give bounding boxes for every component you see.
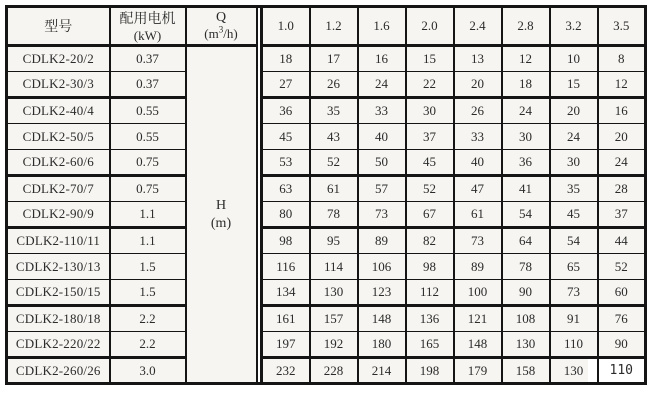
table-header-row bbox=[7, 7, 646, 46]
head-value-cell: 13 bbox=[454, 46, 502, 72]
model-column-header: 型号 bbox=[7, 7, 110, 46]
flow-rate-header: 3.5 bbox=[598, 7, 646, 46]
head-value-cell: 24 bbox=[550, 124, 598, 150]
head-value-cell: 116 bbox=[262, 254, 310, 280]
head-value-cell: 63 bbox=[262, 176, 310, 202]
motor-power-cell: 0.37 bbox=[110, 46, 186, 72]
head-value-cell: 17 bbox=[310, 46, 358, 72]
flow-rate-header: 1.6 bbox=[358, 7, 406, 46]
model-cell: CDLK2-30/3 bbox=[7, 72, 110, 98]
motor-power-cell: 0.75 bbox=[110, 176, 186, 202]
head-value-cell: 37 bbox=[598, 202, 646, 228]
motor-power-cell: 2.2 bbox=[110, 306, 186, 332]
head-value-cell: 30 bbox=[550, 150, 598, 176]
head-value-cell: 27 bbox=[262, 72, 310, 98]
head-value-cell: 20 bbox=[598, 124, 646, 150]
head-value-cell: 78 bbox=[310, 202, 358, 228]
head-value-cell: 24 bbox=[598, 150, 646, 176]
head-value-cell: 43 bbox=[310, 124, 358, 150]
flow-rate-header: 1.0 bbox=[262, 7, 310, 46]
table-row bbox=[7, 332, 646, 358]
head-value-cell: 36 bbox=[262, 98, 310, 124]
flow-rate-header: 2.4 bbox=[454, 7, 502, 46]
table-row bbox=[7, 150, 646, 176]
head-value-cell: 20 bbox=[550, 98, 598, 124]
head-value-cell: 24 bbox=[502, 98, 550, 124]
motor-power-cell: 3.0 bbox=[110, 358, 186, 384]
head-value-cell: 50 bbox=[358, 150, 406, 176]
head-value-cell: 232 bbox=[262, 358, 310, 384]
head-value-cell: 95 bbox=[310, 228, 358, 254]
head-value-cell: 26 bbox=[454, 98, 502, 124]
model-cell: CDLK2-180/18 bbox=[7, 306, 110, 332]
motor-power-cell: 0.55 bbox=[110, 124, 186, 150]
head-value-cell: 35 bbox=[550, 176, 598, 202]
head-value-cell: 35 bbox=[310, 98, 358, 124]
head-value-cell: 130 bbox=[550, 358, 598, 384]
head-value-cell: 45 bbox=[406, 150, 454, 176]
head-value-cell: 20 bbox=[454, 72, 502, 98]
head-value-cell: 37 bbox=[406, 124, 454, 150]
head-value-cell: 47 bbox=[454, 176, 502, 202]
head-value-cell: 148 bbox=[358, 306, 406, 332]
head-symbol: H bbox=[215, 198, 227, 213]
head-value-cell: 67 bbox=[406, 202, 454, 228]
table-row bbox=[7, 358, 646, 384]
head-value-cell: 198 bbox=[406, 358, 454, 384]
head-value-cell: 98 bbox=[262, 228, 310, 254]
head-value-cell: 136 bbox=[406, 306, 454, 332]
table-row bbox=[7, 280, 646, 306]
head-value-cell: 78 bbox=[502, 254, 550, 280]
model-cell: CDLK2-40/4 bbox=[7, 98, 110, 124]
head-value-cell: 134 bbox=[262, 280, 310, 306]
head-value-cell: 98 bbox=[406, 254, 454, 280]
model-cell: CDLK2-150/15 bbox=[7, 280, 110, 306]
head-value-cell: 165 bbox=[406, 332, 454, 358]
head-value-cell: 108 bbox=[502, 306, 550, 332]
head-value-cell: 15 bbox=[550, 72, 598, 98]
head-value-cell: 110 bbox=[598, 358, 646, 384]
head-value-cell: 54 bbox=[502, 202, 550, 228]
table-row bbox=[7, 176, 646, 202]
head-meters-merged-cell bbox=[186, 46, 257, 384]
table-row bbox=[7, 98, 646, 124]
head-value-cell: 64 bbox=[502, 228, 550, 254]
head-value-cell: 91 bbox=[550, 306, 598, 332]
head-value-cell: 16 bbox=[358, 46, 406, 72]
head-value-cell: 90 bbox=[502, 280, 550, 306]
head-value-cell: 73 bbox=[454, 228, 502, 254]
head-value-cell: 228 bbox=[310, 358, 358, 384]
pump-spec-table bbox=[5, 5, 647, 385]
head-value-cell: 106 bbox=[358, 254, 406, 280]
head-value-cell: 123 bbox=[358, 280, 406, 306]
flow-rate-header: 3.2 bbox=[550, 7, 598, 46]
head-value-cell: 22 bbox=[406, 72, 454, 98]
motor-power-cell: 2.2 bbox=[110, 332, 186, 358]
head-value-cell: 52 bbox=[406, 176, 454, 202]
head-value-cell: 40 bbox=[358, 124, 406, 150]
table-row bbox=[7, 202, 646, 228]
table-row bbox=[7, 228, 646, 254]
head-value-cell: 33 bbox=[454, 124, 502, 150]
motor-power-cell: 0.37 bbox=[110, 72, 186, 98]
head-value-cell: 157 bbox=[310, 306, 358, 332]
head-value-cell: 76 bbox=[598, 306, 646, 332]
head-value-cell: 12 bbox=[502, 46, 550, 72]
head-value-cell: 24 bbox=[358, 72, 406, 98]
head-value-cell: 214 bbox=[358, 358, 406, 384]
head-value-cell: 12 bbox=[598, 72, 646, 98]
head-value-cell: 30 bbox=[406, 98, 454, 124]
head-value-cell: 54 bbox=[550, 228, 598, 254]
head-value-cell: 45 bbox=[550, 202, 598, 228]
head-value-cell: 15 bbox=[406, 46, 454, 72]
head-unit: (m) bbox=[210, 215, 232, 231]
head-value-cell: 40 bbox=[454, 150, 502, 176]
head-value-cell: 192 bbox=[310, 332, 358, 358]
head-value-cell: 161 bbox=[262, 306, 310, 332]
motor-power-cell: 0.75 bbox=[110, 150, 186, 176]
motor-power-column-header bbox=[110, 7, 186, 46]
model-cell: CDLK2-220/22 bbox=[7, 332, 110, 358]
head-value-cell: 73 bbox=[358, 202, 406, 228]
head-value-cell: 90 bbox=[598, 332, 646, 358]
flow-rate-header: 2.0 bbox=[406, 7, 454, 46]
head-value-cell: 61 bbox=[310, 176, 358, 202]
model-cell: CDLK2-70/7 bbox=[7, 176, 110, 202]
head-value-cell: 53 bbox=[262, 150, 310, 176]
head-value-cell: 114 bbox=[310, 254, 358, 280]
motor-power-cell: 1.1 bbox=[110, 202, 186, 228]
motor-power-cell: 1.5 bbox=[110, 254, 186, 280]
head-value-cell: 41 bbox=[502, 176, 550, 202]
motor-power-cell: 1.5 bbox=[110, 280, 186, 306]
head-value-cell: 65 bbox=[550, 254, 598, 280]
head-value-cell: 8 bbox=[598, 46, 646, 72]
head-value-cell: 60 bbox=[598, 280, 646, 306]
head-value-cell: 18 bbox=[262, 46, 310, 72]
head-value-cell: 148 bbox=[454, 332, 502, 358]
head-value-cell: 26 bbox=[310, 72, 358, 98]
model-cell: CDLK2-20/2 bbox=[7, 46, 110, 72]
head-value-cell: 36 bbox=[502, 150, 550, 176]
head-value-cell: 45 bbox=[262, 124, 310, 150]
flow-rate-column-header bbox=[186, 7, 257, 46]
table-row bbox=[7, 72, 646, 98]
motor-power-unit: (kW) bbox=[133, 28, 162, 43]
head-value-cell: 89 bbox=[454, 254, 502, 280]
model-cell: CDLK2-50/5 bbox=[7, 124, 110, 150]
model-cell: CDLK2-60/6 bbox=[7, 150, 110, 176]
head-value-cell: 121 bbox=[454, 306, 502, 332]
table-row bbox=[7, 254, 646, 280]
head-value-cell: 158 bbox=[502, 358, 550, 384]
table-row bbox=[7, 46, 646, 72]
head-value-cell: 52 bbox=[310, 150, 358, 176]
head-value-cell: 30 bbox=[502, 124, 550, 150]
flow-rate-unit: $(m^3/h)$ bbox=[204, 24, 238, 41]
head-value-cell: 33 bbox=[358, 98, 406, 124]
head-value-cell: 180 bbox=[358, 332, 406, 358]
head-value-cell: 61 bbox=[454, 202, 502, 228]
head-value-cell: 197 bbox=[262, 332, 310, 358]
head-value-cell: 28 bbox=[598, 176, 646, 202]
head-value-cell: 112 bbox=[406, 280, 454, 306]
motor-power-cell: 0.55 bbox=[110, 98, 186, 124]
head-value-cell: 82 bbox=[406, 228, 454, 254]
model-cell: CDLK2-260/26 bbox=[7, 358, 110, 384]
motor-power-cell: 1.1 bbox=[110, 228, 186, 254]
head-value-cell: 73 bbox=[550, 280, 598, 306]
head-value-cell: 179 bbox=[454, 358, 502, 384]
table-row bbox=[7, 306, 646, 332]
head-value-cell: 130 bbox=[502, 332, 550, 358]
head-value-cell: 89 bbox=[358, 228, 406, 254]
head-value-cell: 57 bbox=[358, 176, 406, 202]
head-value-cell: 10 bbox=[550, 46, 598, 72]
head-value-cell: 44 bbox=[598, 228, 646, 254]
head-value-cell: 16 bbox=[598, 98, 646, 124]
model-cell: CDLK2-130/13 bbox=[7, 254, 110, 280]
table-row bbox=[7, 124, 646, 150]
head-value-cell: 130 bbox=[310, 280, 358, 306]
head-value-cell: 80 bbox=[262, 202, 310, 228]
head-value-cell: 18 bbox=[502, 72, 550, 98]
flow-rate-header: 1.2 bbox=[310, 7, 358, 46]
flow-rate-header: 2.8 bbox=[502, 7, 550, 46]
head-value-cell: 100 bbox=[454, 280, 502, 306]
head-value-cell: 110 bbox=[550, 332, 598, 358]
motor-power-label: 配用电机 bbox=[119, 12, 176, 27]
head-value-cell: 52 bbox=[598, 254, 646, 280]
flow-rate-symbol: Q bbox=[215, 10, 227, 25]
model-cell: CDLK2-110/11 bbox=[7, 228, 110, 254]
model-cell: CDLK2-90/9 bbox=[7, 202, 110, 228]
